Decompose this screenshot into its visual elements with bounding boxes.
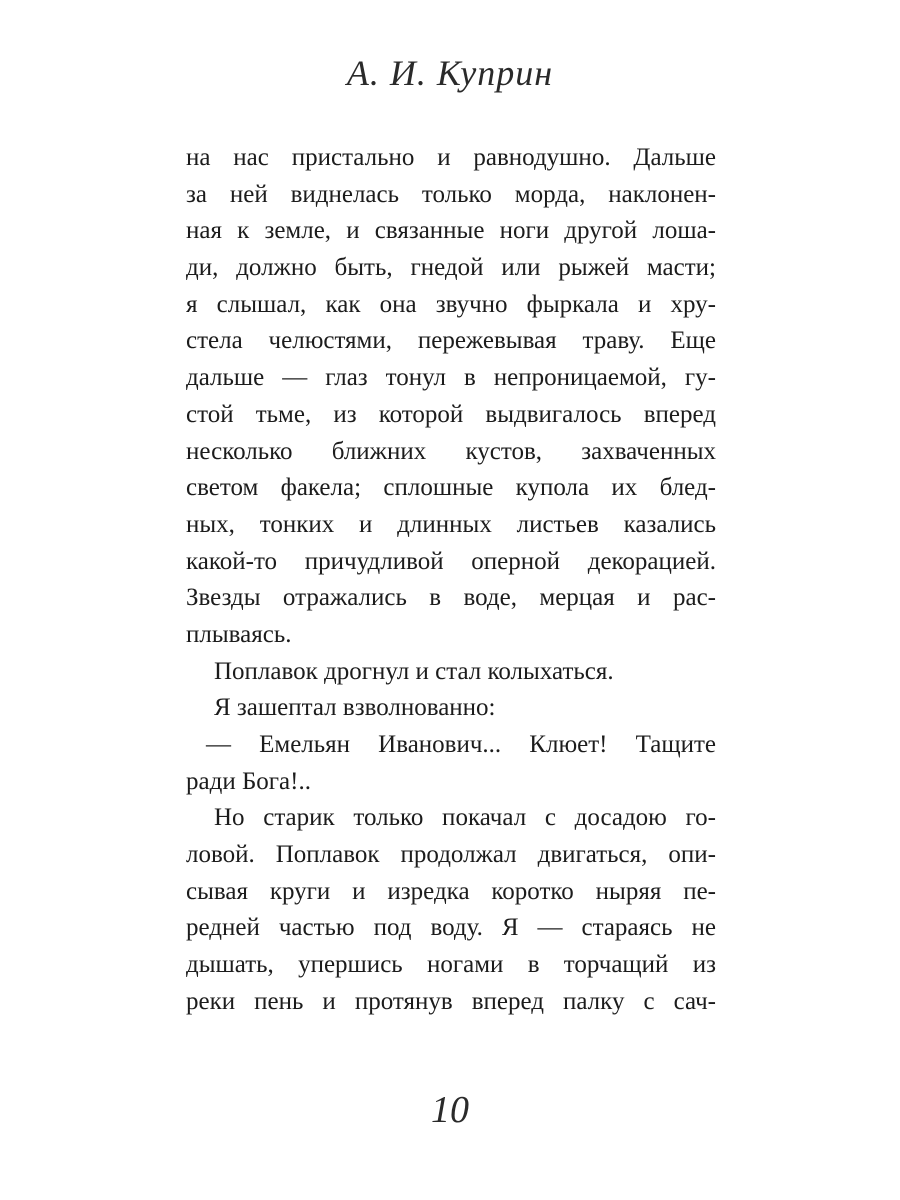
text-line: я слышал, как она звучно фыркала и хру- xyxy=(186,290,716,318)
text-line: за ней виднелась только морда, наклонен- xyxy=(186,180,716,208)
text-line: ных, тонких и длинных листьев казались xyxy=(186,510,716,538)
text-line: ная к земле, и связанные ноги другой лоша- xyxy=(186,217,716,245)
text-line: Звезды отражались в воде, мерцая и рас- xyxy=(186,584,716,612)
text-line-paragraph-end: плываясь. xyxy=(186,620,292,648)
text-line: на нас пристально и равнодушно. Дальше xyxy=(186,144,716,171)
text-line: несколько ближних кустов, захваченных xyxy=(186,437,716,465)
text-line: ловой. Поплавок продолжал двигаться, опи- xyxy=(186,841,716,869)
text-line: редней частью под воду. Я — стараясь не xyxy=(186,914,716,942)
text-line: стой тьме, из которой выдвигалось вперед xyxy=(186,400,716,428)
running-head-author: А. И. Куприн xyxy=(346,53,554,93)
text-line: сывая круги и изредка коротко ныряя пе- xyxy=(186,877,716,905)
text-line-paragraph-end: ради Бога!.. xyxy=(186,767,311,795)
page-body-text xyxy=(186,140,716,1021)
text-line: ди, должно быть, гнедой или рыжей масти; xyxy=(186,254,716,282)
text-line: дышать, упершись ногами в торчащий из xyxy=(186,951,716,979)
text-line: реки пень и протянув вперед палку с сач- xyxy=(186,987,716,1015)
text-line-paragraph: Поплавок дрогнул и стал колыхаться. xyxy=(214,657,614,685)
page-number: 10 xyxy=(431,1089,469,1131)
text-line: дальше — глаз тонул в непроницаемой, гу- xyxy=(186,364,716,392)
text-line: стела челюстями, пережевывая траву. Еще xyxy=(186,327,716,355)
text-line-paragraph: Я зашептал взволнованно: xyxy=(214,694,496,722)
text-line-paragraph: Но старик только покачал с досадою го- xyxy=(214,804,716,832)
text-line-dialogue: — Емельян Иванович... Клюет! Тащите xyxy=(206,731,716,758)
text-line: светом факела; сплошные купола их блед- xyxy=(186,474,716,502)
text-line: какой-то причудливой оперной декорацией. xyxy=(186,547,716,575)
